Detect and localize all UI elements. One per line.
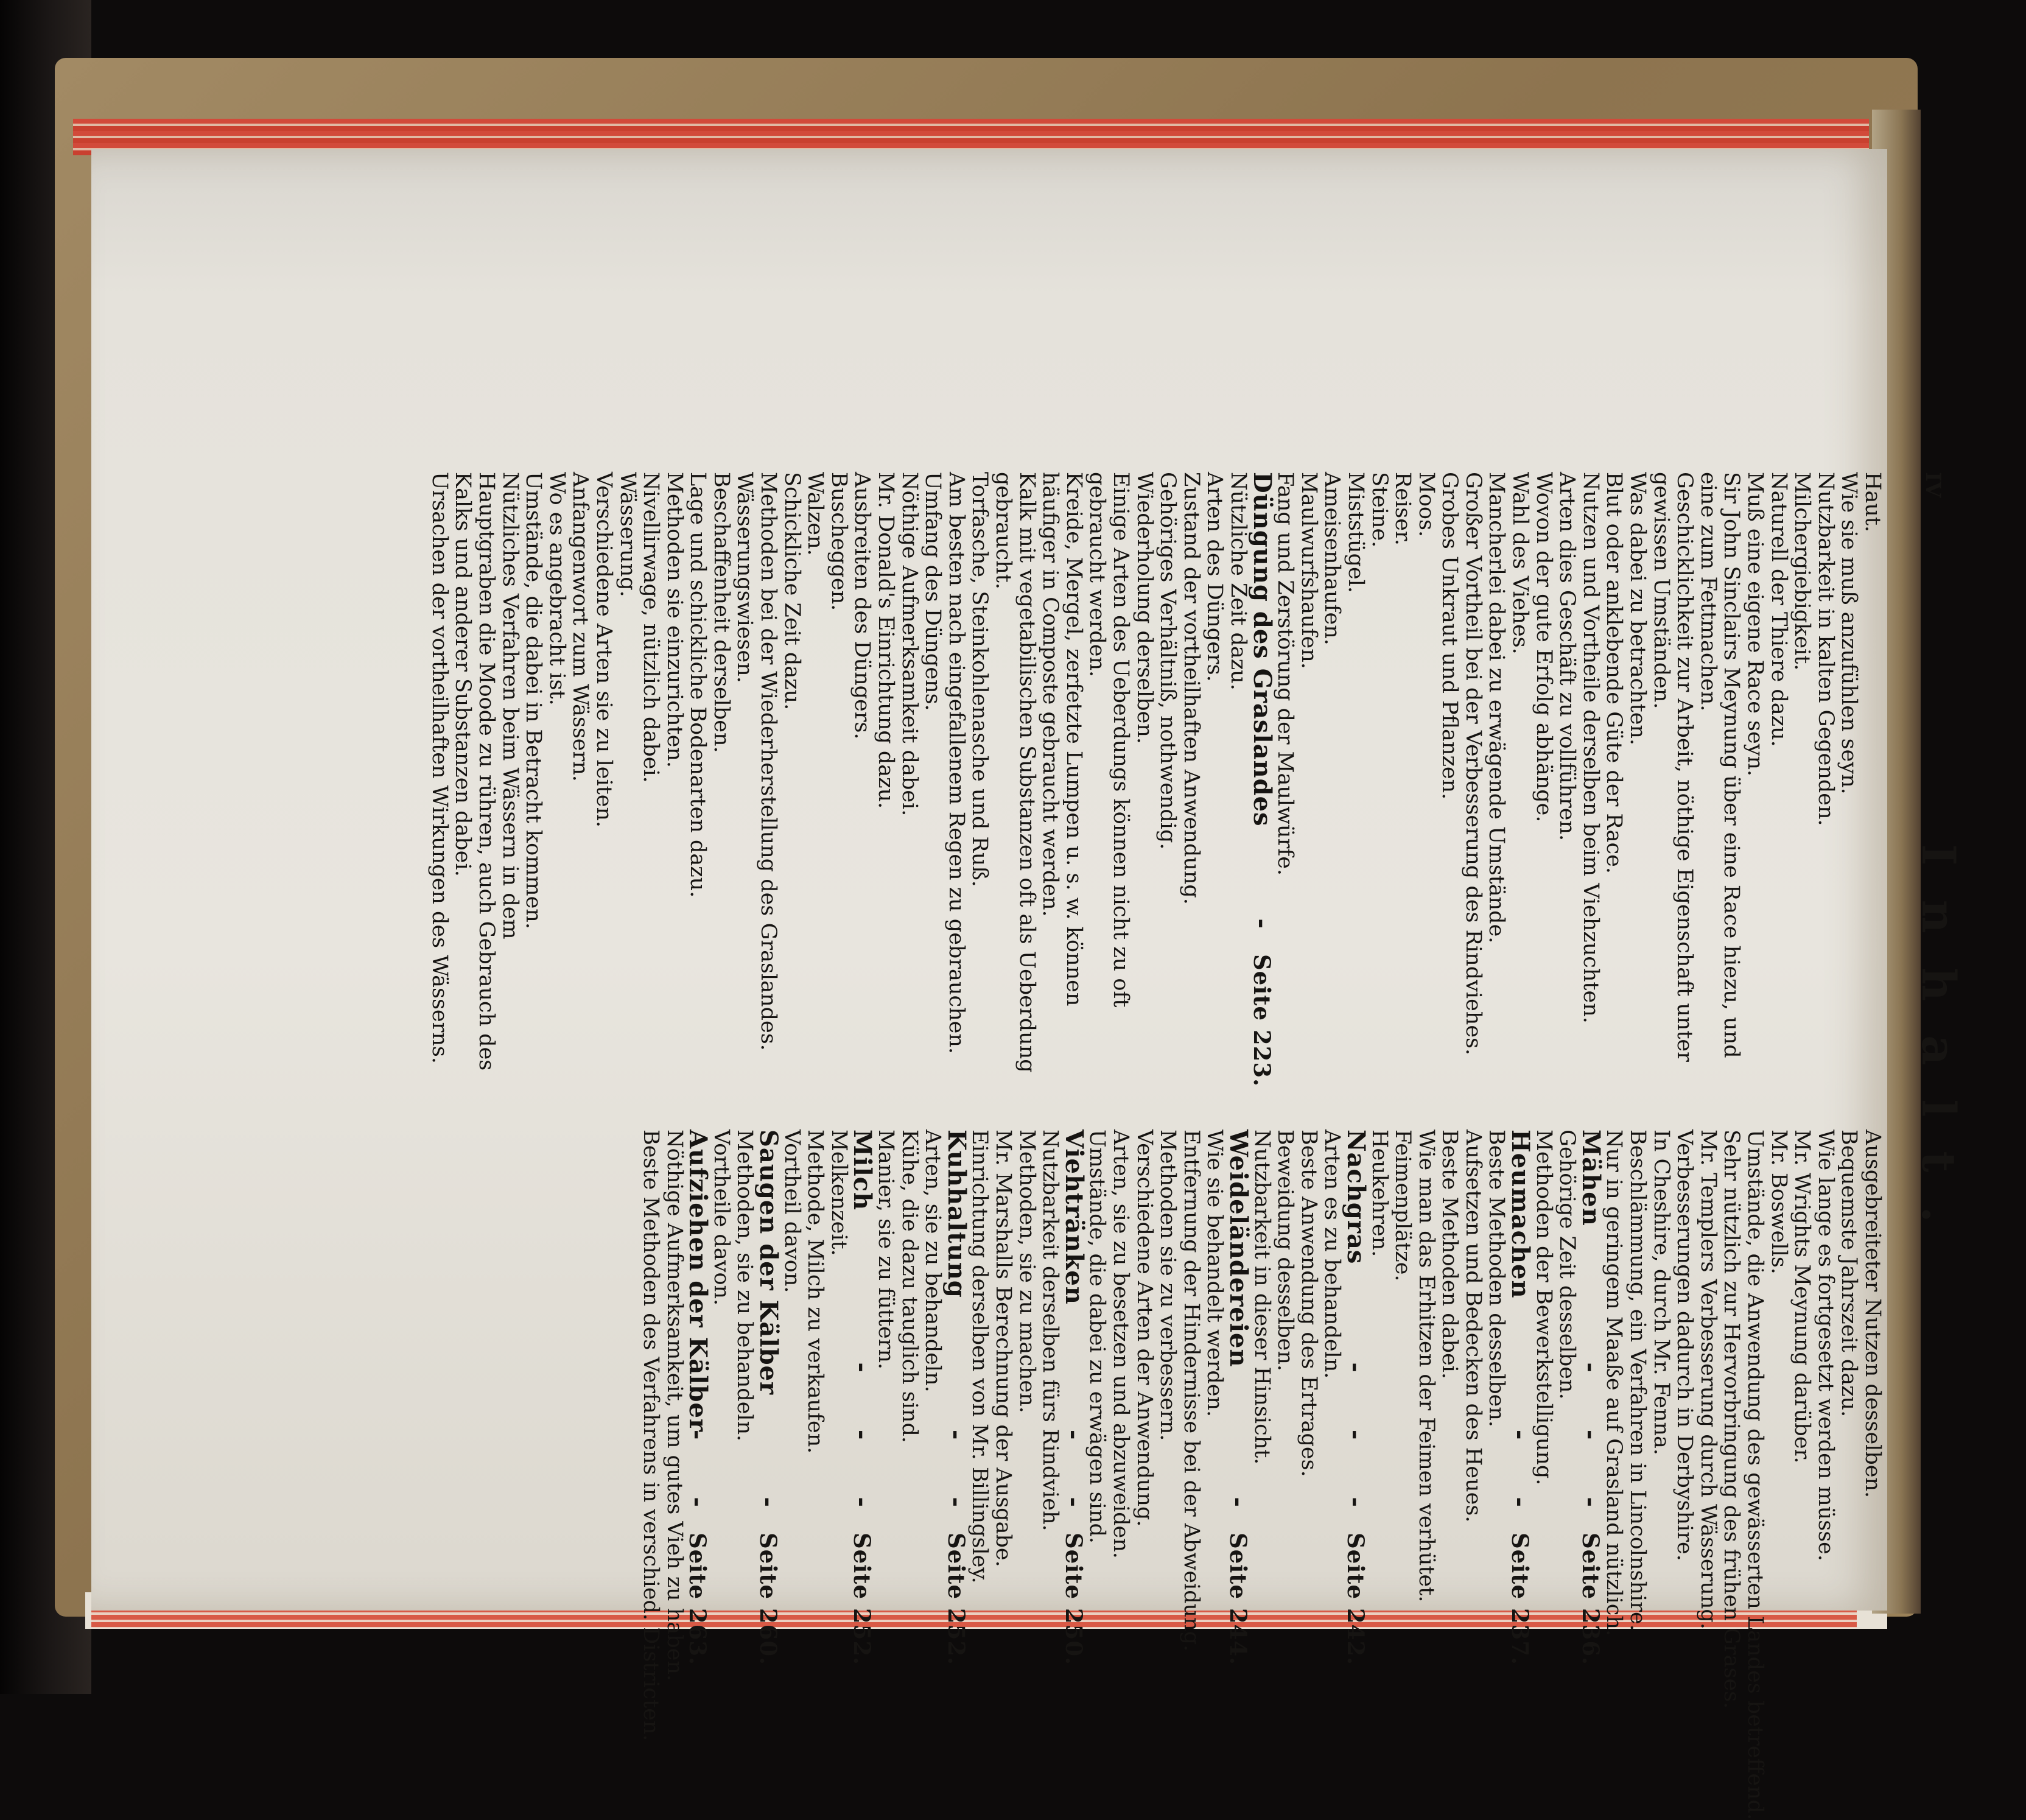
contents-entry xyxy=(1085,1130,1109,1665)
entry-text: Mr. Donald's Einrichtung dazu. xyxy=(874,472,899,809)
leader-marks: - - - xyxy=(848,1362,877,1531)
entry-text: Beschaffenheit derselben. xyxy=(709,472,734,753)
leader-marks: - xyxy=(1247,918,1277,953)
section-entry xyxy=(1576,1130,1605,1665)
contents-entry xyxy=(592,472,615,1087)
contents-entry xyxy=(1203,472,1227,1087)
contents-entry xyxy=(1039,1130,1062,1665)
entry-text: Düngung des Graslandes xyxy=(1247,472,1277,827)
entry-text: Umfang des Düngens. xyxy=(920,472,945,711)
contents-entry xyxy=(780,1130,804,1665)
entry-text: Großer Vortheil bei der Verbesserung des Rindviehes. xyxy=(1460,472,1485,1056)
contents-entry xyxy=(1320,1130,1344,1665)
leader-marks: - - xyxy=(942,1429,971,1531)
entry-text: Wie sie behandelt werden. xyxy=(1202,1130,1227,1418)
page-reference: Seite 263. xyxy=(684,1533,712,1665)
rotated-page-content xyxy=(265,411,1988,1820)
page-heading: Inhalt. xyxy=(1912,844,1966,1257)
contents-entry xyxy=(1297,1130,1320,1665)
contents-entry xyxy=(1367,1130,1391,1665)
entry-text: Wovon der gute Erfolg abhänge. xyxy=(1531,472,1556,823)
contents-entry xyxy=(1814,472,1837,1087)
entry-text: Kühe, die dazu tauglich sind. xyxy=(897,1130,922,1444)
page-reference: Seite 244. xyxy=(1224,1533,1252,1665)
entry-text: Wässerung. xyxy=(615,472,640,597)
contents-entry xyxy=(1673,1130,1697,1665)
page-reference: Seite 250. xyxy=(1060,1533,1087,1665)
contents-entry xyxy=(1767,472,1790,1087)
contents-entry xyxy=(1438,1130,1462,1665)
entry-text: Melkenzeit. xyxy=(826,1130,851,1256)
section-entry xyxy=(942,1130,971,1665)
page-reference: Seite 252. xyxy=(849,1533,876,1665)
entry-text: Manier, sie zu füttern. xyxy=(874,1130,899,1370)
contents-entry xyxy=(1250,1130,1274,1665)
contents-entry xyxy=(1649,472,1696,1087)
entry-text: Nachgras xyxy=(1341,1130,1370,1265)
entry-text: Steine. xyxy=(1367,472,1392,548)
contents-entry xyxy=(569,472,592,1087)
section-entry xyxy=(848,1130,877,1665)
contents-entry xyxy=(804,1130,827,1665)
contents-entry xyxy=(1461,1130,1485,1665)
entry-text: Geschicklichkeit zur Arbeit, nöthige Eigenschaft unter gewissen Umständen. xyxy=(1649,472,1697,1062)
entry-text: Aufziehen der Kälber xyxy=(684,1130,713,1433)
contents-entry xyxy=(897,472,921,1087)
contents-entry xyxy=(1179,1130,1203,1665)
contents-entry xyxy=(874,472,897,1087)
entry-text: Lage und schickliche Bodenarten dazu. xyxy=(685,472,710,898)
contents-entry xyxy=(1414,1130,1438,1665)
entry-text: Mancherlei dabei zu erwägende Umstände. xyxy=(1484,472,1509,944)
entry-text: Grobes Unkraut und Pflanzen. xyxy=(1437,472,1462,800)
entry-text: Verschiedene Arten sie zu leiten. xyxy=(591,472,616,828)
contents-entry xyxy=(1485,472,1509,1087)
entry-text: Vortheile davon. xyxy=(709,1130,734,1306)
entry-text: Wie man das Erhitzen der Feimen verhütet. xyxy=(1414,1130,1439,1603)
contents-entry xyxy=(1109,1130,1132,1665)
contents-entry xyxy=(1367,472,1391,1087)
entry-text: Heumachen xyxy=(1506,1130,1535,1299)
contents-entry xyxy=(1344,472,1367,1087)
contents-entry xyxy=(1579,472,1602,1087)
entry-text: Kuhhaltung xyxy=(942,1130,971,1298)
entry-text: Maulwurfshaufen. xyxy=(1296,472,1321,669)
page-reference: Seite 223. xyxy=(1248,954,1275,1087)
contents-entry xyxy=(968,1130,992,1665)
entry-text: Beste Methoden desselben. xyxy=(1484,1130,1509,1428)
contents-entry xyxy=(1391,1130,1415,1665)
page-reference: Seite 242. xyxy=(1342,1533,1369,1665)
entry-text: Nivellirwage, nützlich dabei. xyxy=(639,472,664,783)
entry-text: Nützliche Zeit dazu. xyxy=(1225,472,1250,690)
entry-text: Nützliches Verfahren beim Wässern in dem Hauptgraben die Moode zu rühren, auch Gebrauch des Kalks und anderer Substanzen dabei. xyxy=(450,472,522,1071)
contents-entry xyxy=(1156,1130,1180,1665)
entry-text: Nur in geringem Maaße auf Grasland nützlich. xyxy=(1602,1130,1627,1637)
entry-text: Naturell der Thiere dazu. xyxy=(1766,472,1791,747)
contents-entry xyxy=(1156,472,1180,1087)
contents-entry xyxy=(662,472,686,1087)
entry-text: Mr. Templers Verbesserung durch Wässerung. xyxy=(1695,1130,1720,1629)
entry-text: Torfasche, Steinkohlenasche und Ruß. xyxy=(967,472,992,887)
entry-text: Schickliche Zeit dazu. xyxy=(779,472,804,711)
entry-text: Mr. Wrights Meynung darüber. xyxy=(1790,1130,1815,1464)
leader-marks: - xyxy=(1224,1497,1253,1531)
entry-text: Arten des Düngers. xyxy=(1202,472,1227,682)
contents-entry xyxy=(991,1130,1015,1665)
contents-entry xyxy=(1085,472,1132,1087)
contents-entry xyxy=(733,472,757,1087)
entry-text: Viehtränken xyxy=(1059,1130,1088,1305)
entry-text: Mr. Marshalls Berechnung der Ausgabe. xyxy=(991,1130,1016,1567)
entry-text: Mr. Boswells. xyxy=(1766,1130,1791,1274)
contents-entry xyxy=(639,472,663,1087)
contents-entry xyxy=(427,472,451,1087)
entry-text: Gehörige Zeit desselben. xyxy=(1555,1130,1580,1400)
contents-entry xyxy=(1555,472,1579,1087)
contents-entry xyxy=(1602,472,1626,1087)
entry-text: Arten, sie zu besetzen und abzuweiden. xyxy=(1109,1130,1133,1559)
contents-entry xyxy=(686,472,710,1087)
entry-text: Kreide, Mergel, zerfetzte Lumpen u. s. w. können häufiger in Composte gebraucht werden. xyxy=(1038,472,1086,1007)
entry-text: Saugen der Kälber xyxy=(754,1130,783,1396)
entry-text: Methoden, sie zu behandeln. xyxy=(732,1130,757,1442)
contents-entry xyxy=(1485,1130,1509,1665)
contents-entry xyxy=(662,1130,687,1682)
entry-text: Kalk mit vegetabilischen Substanzen oft als Ueberdung gebraucht. xyxy=(991,472,1039,1073)
contents-entry xyxy=(1274,1130,1297,1665)
entry-text: Umstände, die dabei zu erwägen sind. xyxy=(1085,1130,1110,1544)
contents-entry xyxy=(780,472,804,1087)
page-number: IV xyxy=(1921,472,1945,498)
entry-text: Reiser. xyxy=(1390,472,1415,546)
contents-entry xyxy=(968,472,992,1087)
entry-text: Gehöriges Verhältniß, nothwendig. xyxy=(1155,472,1180,850)
entry-text: Vortheil davon. xyxy=(779,1130,804,1293)
contents-entry xyxy=(522,472,545,1087)
contents-entry xyxy=(921,1130,945,1665)
contents-entry xyxy=(1226,472,1250,1087)
entry-text: Feimenplätze. xyxy=(1390,1130,1415,1282)
entry-text: Beste Anwendung des Ertrages. xyxy=(1296,1130,1321,1477)
entry-text: Ausgebreiteter Nutzen desselben. xyxy=(1860,1130,1885,1499)
entry-text: Methoden bei der Wiederherstellung des Graslandes. xyxy=(756,472,781,1051)
contents-entry xyxy=(1696,1130,1720,1665)
entry-text: Methoden, sie zu machen. xyxy=(1014,1130,1039,1413)
entry-text: In Cheshire, durch Mr. Fenna. xyxy=(1649,1130,1674,1455)
contents-entry xyxy=(804,472,827,1087)
entry-text: Methoden der Bewerkstelligung. xyxy=(1531,1130,1556,1486)
entry-text: Heukehren. xyxy=(1367,1130,1392,1257)
contents-entry xyxy=(451,472,522,1087)
entry-text: Wie sie muß anzufühlen seyn. xyxy=(1837,472,1862,795)
contents-entry xyxy=(1438,472,1462,1087)
entry-text: Miststügel. xyxy=(1343,472,1368,594)
section-entry xyxy=(684,1130,713,1665)
entry-text: Methode, Milch zu verkaufen. xyxy=(803,1130,828,1454)
entry-text: Bequemste Jahrszeit dazu. xyxy=(1837,1130,1862,1418)
contents-entry xyxy=(1297,472,1320,1087)
contents-entry xyxy=(1179,472,1203,1087)
contents-entry xyxy=(1015,1130,1039,1665)
contents-entry xyxy=(709,1130,733,1665)
contents-entry xyxy=(1860,472,1884,1087)
leader-marks: - - xyxy=(1059,1429,1088,1531)
section-entry xyxy=(754,1130,783,1665)
contents-entry xyxy=(1743,1130,1768,1820)
contents-column-left xyxy=(427,472,1884,1087)
entry-text: Wässerungswiesen. xyxy=(732,472,757,683)
contents-entry xyxy=(874,1130,897,1665)
contents-entry xyxy=(1414,472,1438,1087)
entry-text: Nutzen und Vortheile derselben beim Viehzuchten. xyxy=(1578,472,1603,1024)
entry-text: Entfernung der Hindernisse bei der Abweidung. xyxy=(1179,1130,1204,1652)
contents-entry xyxy=(1461,472,1485,1087)
entry-text: Wahl des Viehes. xyxy=(1508,472,1533,655)
contents-entry xyxy=(1320,472,1344,1087)
contents-entry xyxy=(1767,1130,1790,1665)
entry-text: Buscheggen. xyxy=(826,472,851,611)
contents-entry xyxy=(639,1130,664,1741)
section-entry xyxy=(1247,472,1277,1087)
section-entry xyxy=(1341,1130,1370,1665)
contents-entry xyxy=(1649,1130,1673,1665)
contents-entry xyxy=(1860,1130,1884,1665)
entry-text: Haut. xyxy=(1860,472,1885,533)
contents-entry xyxy=(709,472,733,1087)
contents-entry xyxy=(827,1130,850,1665)
entry-text: Nutzbarkeit derselben fürs Rindvieh. xyxy=(1038,1130,1063,1531)
entry-text: Arten, sie zu behandeln. xyxy=(920,1130,945,1393)
contents-entry xyxy=(1132,1130,1156,1665)
contents-entry xyxy=(545,472,569,1087)
contents-entry xyxy=(1555,1130,1579,1665)
contents-entry xyxy=(1696,472,1743,1087)
contents-entry xyxy=(850,472,874,1087)
entry-text: Verbesserungen dadurch in Derbyshire. xyxy=(1672,1130,1697,1561)
entry-text: Einrichtung derselben von Mr. Billingsley. xyxy=(967,1130,992,1584)
contents-entry xyxy=(1509,472,1532,1087)
leader-marks: - xyxy=(754,1497,783,1531)
contents-entry xyxy=(1391,472,1415,1087)
entry-text: Milchergiebigkeit. xyxy=(1790,472,1815,671)
page-reference: Seite 236. xyxy=(1577,1533,1604,1665)
entry-text: Milch xyxy=(848,1130,877,1211)
entry-text: Sir John Sinclairs Meynung über eine Race hiezu, und eine zum Fettmachen. xyxy=(1695,472,1744,1058)
entry-text: Zustand der vortheilhaften Anwendung. xyxy=(1179,472,1204,905)
contents-entry xyxy=(1837,1130,1861,1665)
entry-text: Sehr nützlich zur Hervorbringung des frühen Grases. xyxy=(1719,1130,1744,1709)
leader-marks: - - xyxy=(684,1429,713,1531)
entry-text: Blut oder anklebende Güte der Race. xyxy=(1602,472,1627,874)
entry-text: Wiederholung derselben. xyxy=(1132,472,1157,745)
contents-entry xyxy=(733,1130,757,1665)
entry-text: Methoden sie einzurichten. xyxy=(662,472,687,768)
entry-text: Umstände, die Anwendung des gewässerten Landes betreffend. xyxy=(1743,1130,1768,1820)
entry-text: Wo es angebracht ist. xyxy=(544,472,569,706)
section-entry xyxy=(1506,1130,1535,1665)
contents-entry xyxy=(897,1130,921,1665)
entry-text: Ausbreiten des Düngers. xyxy=(850,472,875,740)
entry-text: Was dabei zu betrachten. xyxy=(1625,472,1650,746)
contents-entry xyxy=(944,472,968,1087)
leader-marks: - - xyxy=(1506,1429,1535,1531)
entry-text: Anfangenwort zum Wässern. xyxy=(568,472,593,782)
contents-entry xyxy=(757,472,780,1087)
contents-entry xyxy=(1743,472,1767,1087)
contents-entry xyxy=(1625,472,1649,1087)
contents-entry xyxy=(1274,472,1297,1087)
contents-entry xyxy=(1039,472,1085,1087)
contents-entry xyxy=(991,472,1038,1087)
book-page xyxy=(91,149,1966,1820)
entry-text: Umstände, die dabei in Betracht kommen. xyxy=(521,472,546,929)
entry-text: Arten es zu behandeln. xyxy=(1320,1130,1345,1379)
contents-entry xyxy=(1602,1130,1626,1665)
entry-text: Ursachen der vortheilhaften Wirkungen des Wässerns. xyxy=(427,472,452,1064)
entry-text: Nöthige Aufmerksamkeit dabei. xyxy=(897,472,922,817)
section-entry xyxy=(1059,1130,1088,1665)
entry-text: Nöthige Aufmerksamkeit, um gutes Vieh zu haben. xyxy=(662,1130,687,1682)
entry-text: Moos. xyxy=(1414,472,1439,538)
contents-entry xyxy=(1132,472,1156,1087)
contents-entry xyxy=(1790,1130,1814,1665)
contents-entry xyxy=(1837,472,1861,1087)
entry-text: Weideländereien xyxy=(1224,1130,1253,1368)
entry-text: Fang und Zerstörung der Maulwürfe. xyxy=(1273,472,1298,876)
page-reference: Seite 260. xyxy=(755,1533,782,1665)
entry-text: Am besten nach eingefallenem Regen zu gebrauchen. xyxy=(944,472,969,1054)
entry-text: Verschiedene Arten der Anwendung. xyxy=(1132,1130,1157,1527)
entry-text: Beweidung desselben. xyxy=(1273,1130,1298,1372)
leader-marks: - - - xyxy=(1341,1362,1370,1531)
entry-text: Beste Methoden dabei. xyxy=(1437,1130,1462,1380)
contents-entry xyxy=(921,472,945,1087)
contents-entry xyxy=(1719,1130,1744,1709)
contents-entry xyxy=(1814,1130,1837,1665)
entry-text: Walzen. xyxy=(803,472,828,556)
contents-column-right xyxy=(639,1130,1885,1820)
entry-text: Ameisenhaufen. xyxy=(1320,472,1345,645)
entry-text: Methoden sie zu verbessern. xyxy=(1155,1130,1180,1441)
page-reference: Seite 252. xyxy=(942,1533,970,1665)
contents-entry xyxy=(1625,1130,1649,1665)
leader-marks: - - - xyxy=(1576,1362,1605,1531)
contents-entry xyxy=(1532,472,1555,1087)
entry-text: Muß eine eigene Race seyn. xyxy=(1743,472,1768,777)
page-reference: Seite 237. xyxy=(1507,1533,1534,1665)
entry-text: Mähen xyxy=(1576,1130,1605,1226)
entry-text: Einige Arten des Ueberdungs können nicht zu oft gebraucht werden. xyxy=(1085,472,1133,1008)
entry-text: Aufsetzen und Bedecken des Heues. xyxy=(1460,1130,1485,1523)
entry-text: Beschlämmung, ein Verfahren in Lincolnshire. xyxy=(1625,1130,1650,1631)
entry-text: Beste Methoden des Verfahrens in verschied. Districten. xyxy=(639,1130,664,1741)
contents-entry xyxy=(1203,1130,1227,1665)
entry-text: Wie lange es fortgesetzt werden müsse. xyxy=(1813,1130,1838,1562)
entry-text: Arten dies Geschäft zu vollführen. xyxy=(1555,472,1580,841)
contents-entry xyxy=(1790,472,1814,1087)
entry-text: Nutzbarkeit in dieser Hinsicht. xyxy=(1249,1130,1274,1465)
section-entry xyxy=(1224,1130,1253,1665)
contents-entry xyxy=(1532,1130,1555,1665)
contents-entry xyxy=(827,472,850,1087)
contents-entry xyxy=(615,472,639,1087)
entry-text: Nutzbarkeit in kalten Gegenden. xyxy=(1813,472,1838,826)
